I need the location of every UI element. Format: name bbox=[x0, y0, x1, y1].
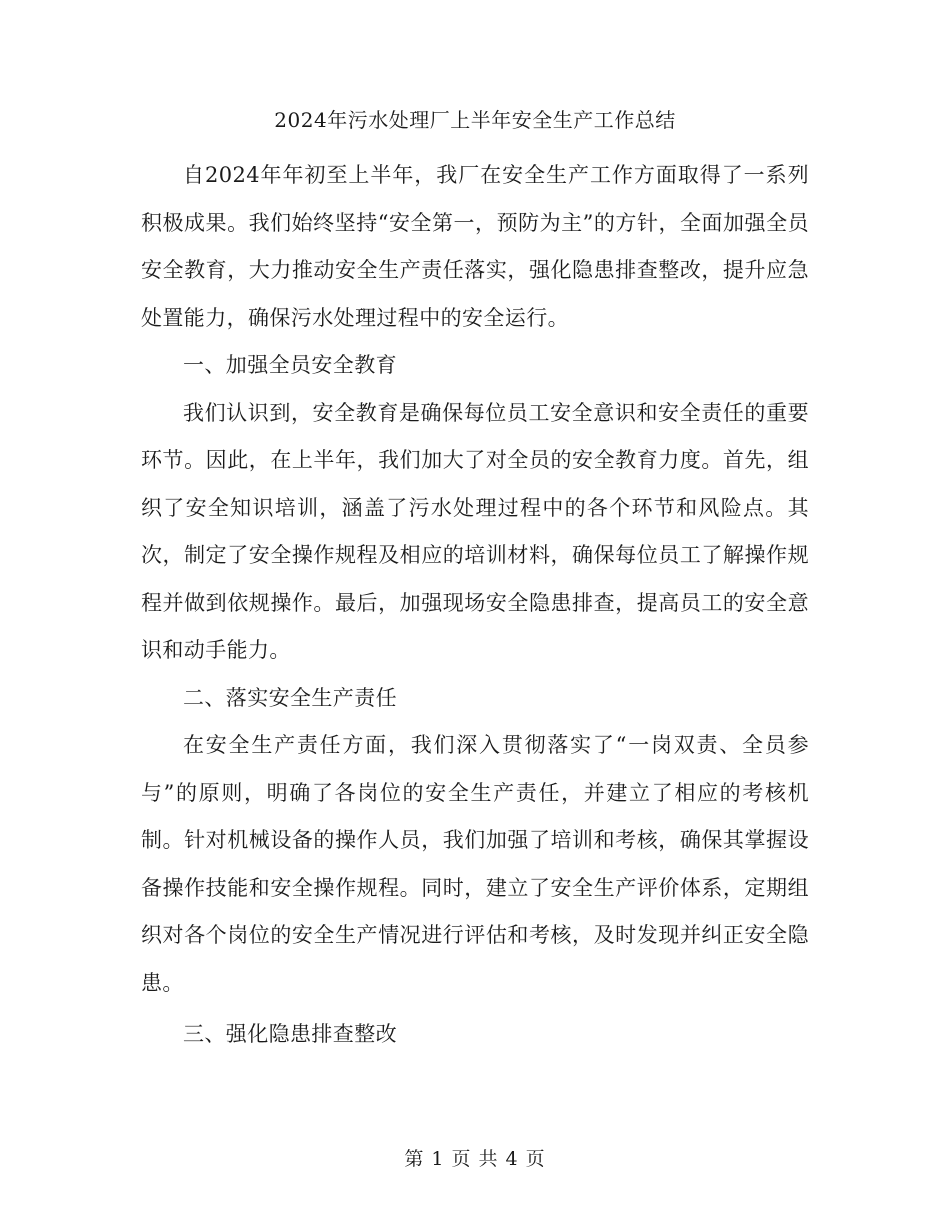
section-heading-2: 二、落实安全生产责任 bbox=[183, 685, 397, 710]
page-number-footer: 第 1 页 共 4 页 bbox=[404, 1148, 546, 1170]
intro-paragraph: 自2024年年初至上半年，我厂在安全生产工作方面取得了一系列积极成果。我们始终坚持“安全第一，预防为主”的方针，全面加强全员安全教育，大力推动安全生产责任落实，强化隐患排查整改，提升应急处置能力，确保污水处理过程中的安全运行。 bbox=[141, 163, 809, 330]
section-body-1: 我们认识到，安全教育是确保每位员工安全意识和安全责任的重要环节。因此，在上半年，我们加大了对全员的安全教育力度。首先，组织了安全知识培训，涵盖了污水处理过程中的各个环节和风险点。其次，制定了安全操作规程及相应的培训材料，确保每位员工了解操作规程并做到依规操作。最后，加强现场安全隐患排查，提高员工的安全意识和动手能力。 bbox=[141, 400, 809, 662]
document-body bbox=[141, 152, 809, 1059]
section-heading-3: 三、强化隐患排查整改 bbox=[183, 1022, 397, 1046]
section-body-2: 在安全生产责任方面，我们深入贯彻落实了“一岗双责、全员参与”的原则，明确了各岗位的安全生产责任，并建立了相应的考核机制。针对机械设备的操作人员，我们加强了培训和考核，确保其掌握设备操作技能和安全操作规程。同时，建立了安全生产评价体系，定期组织对各个岗位的安全生产情况进行评估和考核，及时发现并纠正安全隐患。 bbox=[141, 733, 809, 995]
section-heading-1: 一、加强全员安全教育 bbox=[183, 353, 397, 377]
document-title: 2024年污水处理厂上半年安全生产工作总结 bbox=[274, 108, 676, 132]
